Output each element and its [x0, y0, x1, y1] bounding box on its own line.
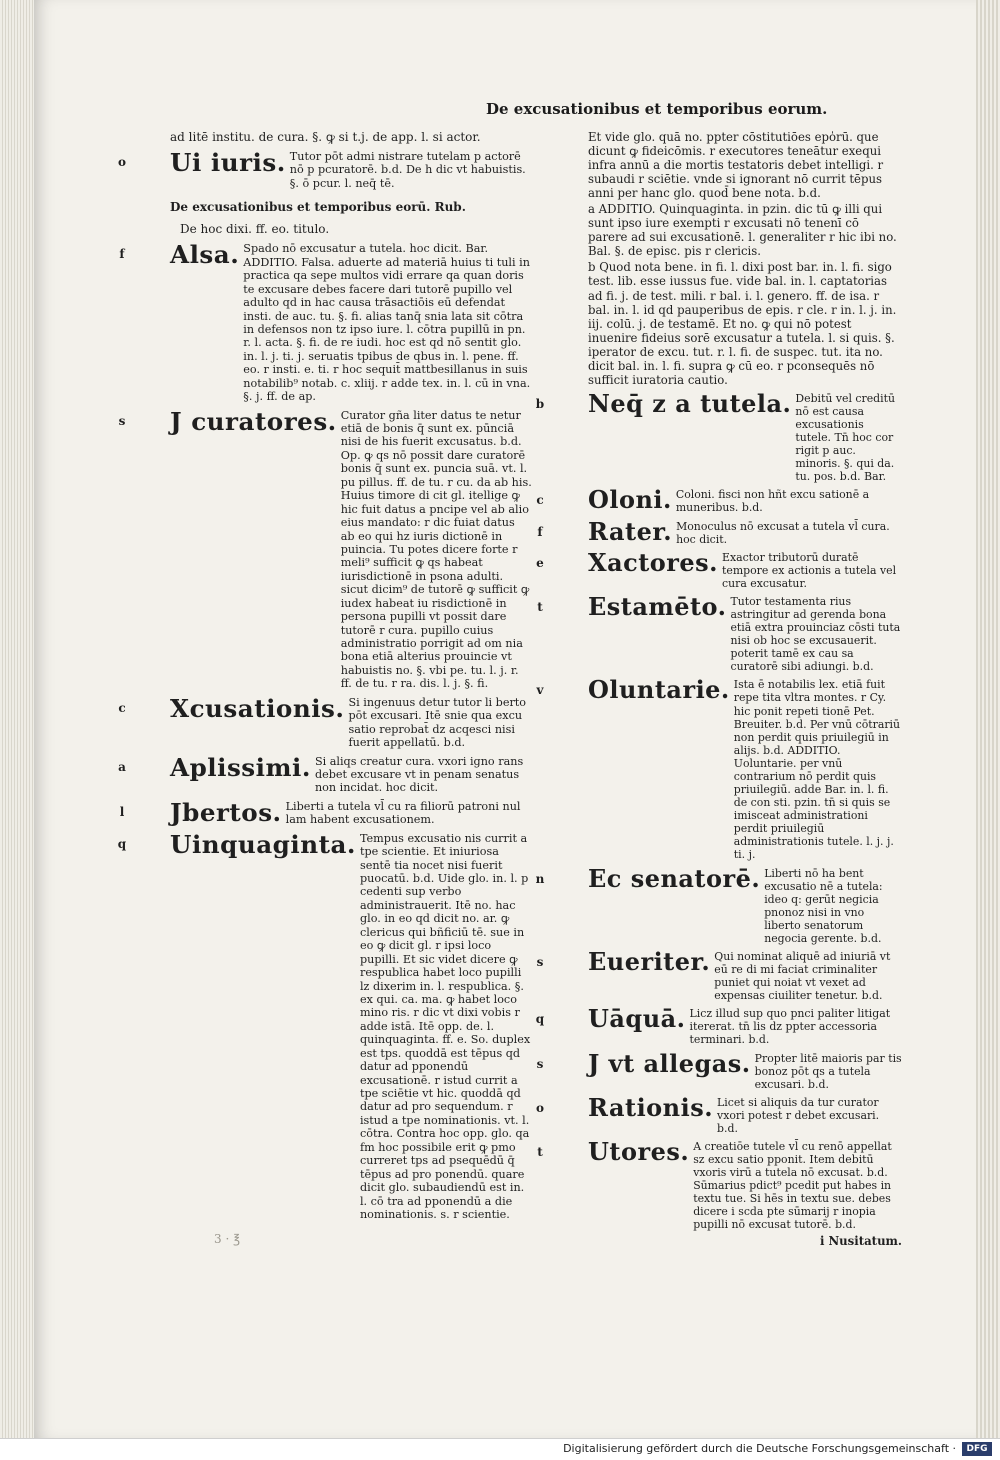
left-column — [117, 130, 532, 1223]
lemma-headword: Ec senatorē. — [588, 863, 761, 893]
gloss-text: Tempus excusatio nis currit a tpe scientie. Et iniuriosa sentē tia nocet nisi fuerit puocatū. b.d. Uide glo. in. l. p cedenti sup verbo administrauerit. Itē no. hac glo. in eo qd dicit no. ar. ꝙ clericus qui bñficiū tē. sue in eo ꝙ dicit gl. r ipsi loco pupilli. Et sic videt dicere ꝙ respublica habet loco pupilli lz dixerim in. l. respublica. §. ex qui. ca. ma. ꝙ habet loco mino ris. r dic vt dixi vobis r adde istā. Itē opp. de. l. quinquaginta. ff. e. So. duplex est tps. quoddā est tēpus qd datur ad pponendū excusationē. r istud currit a tpe sciētie vt hic. quoddā qd datur ad pro sequendum. r istud a tpe nominationis. vt. l. cōtra. Contra hoc opp. glo. qa fm hoc possibile erit ꝙ pmo curreret tps ad psequēdū q̄ tēpus ad pro ponendū. quare dicit glo. subaudiendū est in. l. cō tra ad pponendū a die nominationis. s. r scientie. — [359, 831, 531, 1221]
additio-b: b Quod nota bene. in fi. l. dixi post bar. in. l. fi. sigo test. lib. esse iussus fue. vide bal. in. l. captatorias ad fi. j. de test. mili. r bal. i. l. genero. ff. de isa. r bal. in. l. id qd pauperibus de epis. r cle. r in. l. j. in. iij. colū. j. de testamē. Et no. ꝙ qui nō potest inuenire fideius sorē excusatur a tutela. l. si quis. §. iperator de excu. tut. r. l. fi. de suspec. tut. ita no. dicit bal. in. l. fi. supra ꝙ cū eo. r pconsequēs nō sufficit iuratoria cautio. — [588, 260, 897, 387]
book-page-edges-left — [0, 0, 35, 1438]
gloss-text: Tutor testamenta rius astringitur ad gerenda bona etiā extra prouinciaz cōsti tuta nisi ob hoc se excusauerit. poterit tamē ex cau sa curatorē sibi adiungi. b.d. — [730, 594, 901, 674]
lemma-headword: Neq̄ z a tutela. — [588, 388, 792, 418]
gloss-entry — [537, 591, 902, 674]
margin-letter: b — [535, 396, 545, 411]
gloss-entry — [535, 1004, 902, 1047]
right-column — [535, 130, 902, 1248]
gloss-text: Tutor pōt admi nistrare tutelam p actorē nō p pcuratorē. b.d. De h dic vt habuistis. §. ō pcur. l. neq̄ tē. — [289, 150, 526, 190]
gloss-entry — [535, 1092, 902, 1135]
lemma-headword: Utores. — [588, 1136, 690, 1166]
margin-letter: o — [117, 155, 126, 169]
lemma-headword: J curatores. — [170, 406, 337, 436]
gloss-text: Si aliqs creatur cura. vxori igno rans debet excusare vt in penam senatus non incidat. hoc dicit. — [314, 754, 524, 795]
margin-letter: f — [537, 524, 543, 539]
lemma-headword: Oluntarie. — [588, 675, 730, 705]
dfg-logo-icon: DFG — [962, 1442, 992, 1456]
gloss-text: A creatiōe tutele vl̄ cu renō appellat sz excu satio pponit. Item debitū vxoris virū a tutela nō excusat. b.d. Sūmarius pdict⁹ pcedit put habes in textu tue. Si hēs in textu sue. debes dicere i scda pte sūmarij r inopia pupilli nō excusat tutorē. b.d. — [693, 1139, 892, 1232]
gloss-text: Qui nominat aliquē ad iniuriā vt eū re di mi faciat criminaliter puniet qui noiat vt vexet ad expensas ciuiliter tenetur. b.d. — [714, 949, 891, 1003]
scan-marks: 3 · ℥ — [214, 1232, 241, 1246]
lemma-headword: J vt allegas. — [588, 1048, 751, 1078]
footer-credit: Digitalisierung gefördert durch die Deutsche Forschungsgemeinschaft · — [563, 1442, 956, 1455]
gloss-text: Liberti a tutela vl̄ cu ra filiorū patroni nul lam habent excusationem. — [285, 799, 521, 827]
lemma-headword: Xcusationis. — [170, 693, 345, 723]
gloss-text: Spado nō excusatur a tutela. hoc dicit. Bar. ADDITIO. Falsa. aduerte ad materiā huius ti tuli in practica qa sepe multos vidi errare qa quan doris te excusare debes facere dari tutorē pupillo vel adulto qd in hac causa trāsactiōis eū defendat insti. de auc. tu. §. fi. alias tanq̄ snia lata sit cōtra in defensos non tz ipso iure. l. cōtra pupillū in pn. r. l. acta. §. fi. de re iudi. hoc est qd nō sentit glo. in. l. j. ti. j. seruatis tpibus de qbus in. l. pene. ff. eo. r insti. e. ti. r hoc sequit̄ mattbesillanus in suis notabilib⁹ notab. c. xliij. r adde tex. in. l. cū in vna. §. j. ff. de ap. — [243, 242, 531, 404]
gloss-text: Ista ē notabilis lex. etiā fuit repe tita vltra montes. r Cy. hic ponit repeti tionē Pet. Breuiter. b.d. Per vnū cōtrariū non perdit quis priuilegiū in alijs. b.d. ADDITIO. Uoluntarie. per vnū contrarium nō perdit quis priuilegiū. adde Bar. in. l. fi. de con sti. pzin. tn̄ si quis se imisceat administrationi perdit priuilegiū administrationis tutele. l. j. j. ti. j. — [733, 678, 901, 862]
margin-letter: n — [535, 871, 545, 886]
gloss-text: Debitū vel creditū nō est causa excusationis tutele. Tn̄ hoc cor rigit p auc. minoris. §. qui da. tu. pos. b.d. Bar. — [795, 391, 896, 484]
margin-letter: s — [118, 413, 126, 428]
gloss-entry — [536, 946, 902, 1003]
gloss-entry — [535, 388, 902, 484]
lemma-headword: Alsa. — [170, 240, 240, 270]
gloss-entry — [536, 1048, 902, 1091]
rubric-heading: De excusationibus et temporibus eorū. Rub. — [170, 200, 466, 215]
lemma-headword: Uāquā. — [588, 1004, 686, 1034]
margin-letter: q — [535, 1012, 545, 1027]
gloss-entry — [536, 547, 902, 590]
gloss-entry — [119, 797, 532, 827]
margin-letter: c — [118, 700, 126, 715]
book-page-edges-right — [976, 0, 1000, 1438]
gloss-entry — [536, 675, 902, 862]
gloss-entry — [117, 148, 532, 190]
margin-letter: s — [536, 1056, 544, 1071]
gloss-text: Licet si aliquis da tur curator vxori potest r debet excusari. b.d. — [717, 1095, 880, 1135]
gloss-entry — [536, 485, 902, 515]
lemma-headword: Xactores. — [588, 547, 718, 577]
lemma-headword: Oloni. — [588, 485, 672, 515]
gloss-entry — [535, 863, 902, 945]
margin-letter: q — [117, 836, 127, 851]
margin-letter: o — [535, 1100, 544, 1115]
margin-letter: a — [118, 759, 126, 774]
margin-letter: f — [119, 247, 125, 262]
gloss-entry — [118, 406, 532, 691]
left-intro-line: ad litē institu. de cura. §. ꝙ si t.j. de app. l. si actor. — [170, 130, 481, 144]
lemma-headword: Ui iuris. — [170, 148, 286, 177]
catchword: i Nusitatum. — [819, 1233, 902, 1248]
gloss-text: Monoculus nō excusat a tutela vl̄ cura. hoc dicit. — [676, 519, 890, 546]
margin-letter: v — [536, 683, 544, 698]
lemma-headword: Rationis. — [588, 1092, 714, 1122]
margin-letter: t — [537, 1144, 543, 1159]
additio-a: a ADDITIO. Quinquaginta. in pzin. dic tū ꝙ illi qui sunt ipso iure exempti r excusati nō tenenī cō parere ad sui excusationē. l. generaliter r hic ibi no. Bal. §. de episc. pis r clericis. — [588, 202, 897, 259]
gloss-text: Coloni. fisci non hñt excu sationē a muneribus. b.d. — [675, 488, 870, 515]
gloss-entry — [117, 829, 532, 1222]
margin-letter: s — [536, 954, 544, 969]
lemma-headword: Jbertos. — [170, 797, 282, 827]
gloss-entry — [537, 516, 902, 546]
footer-bar — [0, 1438, 1000, 1460]
gloss-text: Liberti nō ha bent excusatio nē a tutela: ideo q: gerūt negicia pnonoz nisi in vno liberto senatorum negocia gerente. b.d. — [764, 866, 883, 945]
gloss-text: Exactor tributorū duratē tempore ex actionis a tutela vel cura excusatur. — [722, 550, 897, 590]
gloss-text: Si ingenuus detur tutor li berto pōt excusari. Itē snie qua excu satio reprobat̄ dz acqesci nisi fuerit appellatū. b.d. — [348, 695, 527, 750]
lemma-headword: Aplissimi. — [170, 752, 311, 782]
gloss-text: Curator gña liter datus te netur etiā de bonis q̄ sunt ex. pūnciā nisi de his fuerit excusatus. b.d. Op. ꝙ qs nō possit dare curatorē bonis q̄ sunt ex. puncia suā. vt. l. pu pillus. ff. de tu. r cu. da ab his. Huius timore di cit gl. itellige ꝙ hic fuit datus a pncipe vel ab alio eius mandato: r dic fuiat datus ab eo qui hz iuris dictionē in puincia. Tu potes dicere forte r meli⁹ sufficit ꝙ qs habeat iurisdictionē in psona adulti. sicut dicim⁹ de tutorē ꝙ sufficit ꝙ iudex habeat iu risdictionē in persona pupilli vt possit dare tutorē r cura. pupillo cuius administratio porrigit ad om nia bona etiā alterius prouincie vt habuistis no. §. vbi pe. tu. l. j. r. ff. de tu. r ra. dis. l. j. §. fi. — [340, 408, 532, 691]
subrubric: De hoc dixi. ff. eo. titulo. — [180, 222, 330, 237]
lemma-headword: Eueriter. — [588, 946, 711, 976]
gloss-entry — [119, 240, 532, 404]
lemma-headword: Rater. — [588, 516, 673, 546]
gloss-entry — [118, 693, 532, 750]
margin-letter: c — [536, 493, 544, 508]
gloss-entry — [537, 1136, 902, 1232]
right-intro-text: Et vide glo. quā no. ppter cōstitutiōes epo̍rū. que dicunt ꝙ fideicōmis. r executores teneātur exequi infra annū a die mortis testatoris debet intelligi. r subaudi r sciētie. vnde si ignorant nō currit tēpus anni per hanc glo. quod̄ bene nota. b.d. — [588, 130, 884, 201]
margin-letter: t — [537, 599, 543, 614]
gloss-text: Licz illud sup quo pnci paliter litigat itererat. tn̄ lis dz ppter accessoria terminari. b.d. — [689, 1007, 891, 1047]
lemma-headword: Estamēto. — [588, 591, 727, 621]
margin-letter: e — [536, 555, 544, 570]
lemma-headword: Uinquaginta. — [170, 829, 356, 859]
gloss-entry — [118, 752, 532, 795]
gloss-text: Propter litē maioris par tis bonoz pōt qs a tutela excusari. b.d. — [754, 1051, 902, 1091]
running-head: De excusationibus et temporibus eorum. — [486, 100, 828, 118]
margin-letter: l — [119, 804, 125, 819]
